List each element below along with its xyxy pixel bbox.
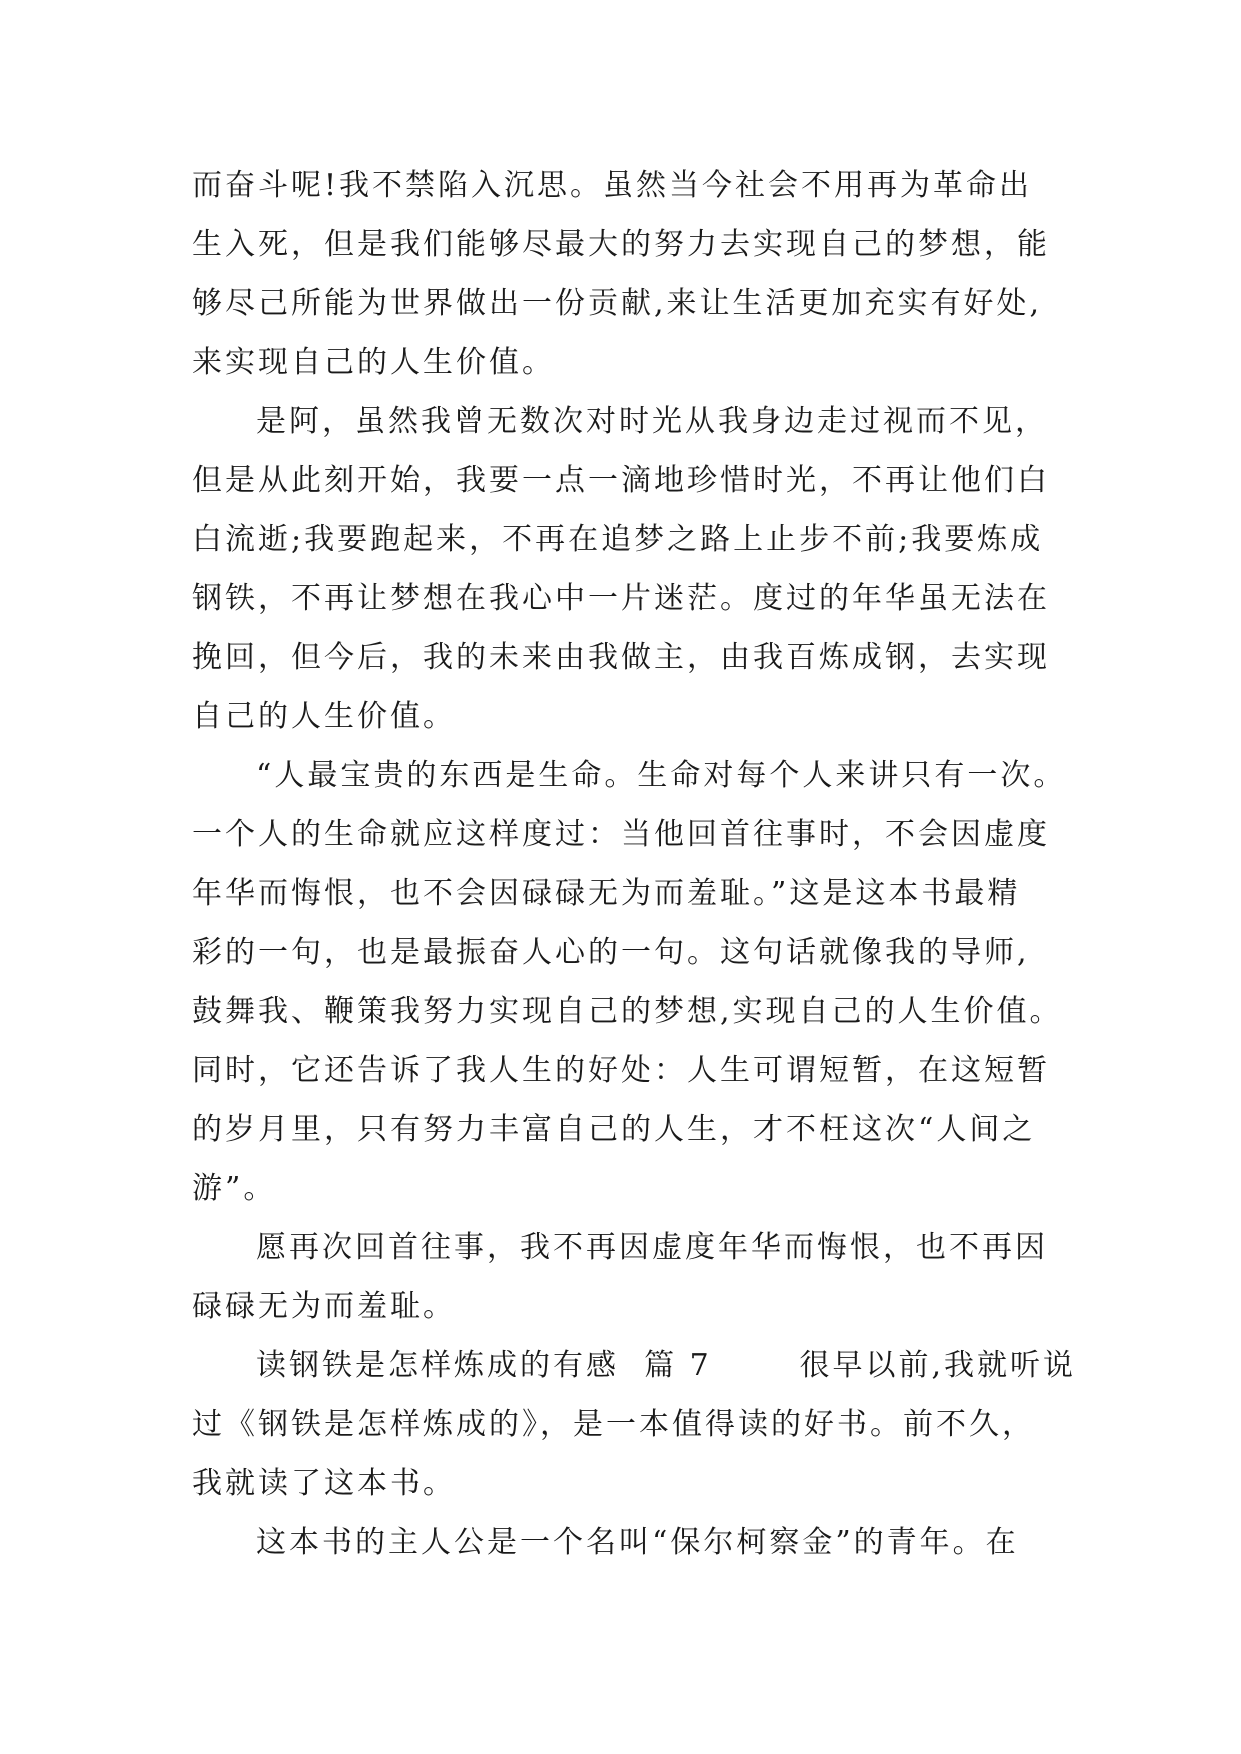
text-line: 生入死，但是我们能够尽最大的努力去实现自己的梦想，能 (192, 227, 1050, 262)
paragraph-first-line: “人最宝贵的东西是生命。生命对每个人来讲只有一次。 (256, 758, 1067, 793)
text-line: 彩的一句，也是最振奋人心的一句。这句话就像我的导师, (192, 935, 1030, 970)
text-line: 的岁月里，只有努力丰富自己的人生，才不枉这次“人间之 (192, 1112, 1036, 1147)
text-line: 够尽己所能为世界做出一份贡献,来让生活更加充实有好处, (192, 286, 1043, 321)
text-line: 挽回，但今后，我的未来由我做主，由我百炼成钢，去实现 (192, 640, 1050, 675)
text-line: 同时，它还告诉了我人生的好处：人生可谓短暂，在这短暂 (192, 1053, 1050, 1088)
text-line: 我就读了这本书。 (192, 1466, 456, 1501)
paragraph-first-line: 是阿，虽然我曾无数次对时光从我身边走过视而不见， (256, 404, 1048, 439)
text-line: 游”。 (192, 1171, 277, 1206)
text-line: 一个人的生命就应这样度过：当他回首往事时，不会因虚度 (192, 817, 1050, 852)
text-line: 但是从此刻开始，我要一点一滴地珍惜时光，不再让他们白 (192, 463, 1050, 498)
paragraph-first-line: 愿再次回首往事，我不再因虚度年华而悔恨，也不再因 (256, 1230, 1048, 1265)
section-heading-line: 读钢铁是怎样炼成的有感 篇 7 很早以前,我就听说 (256, 1348, 1076, 1383)
text-line: 来实现自己的人生价值。 (192, 345, 555, 380)
text-line: 碌碌无为而羞耻。 (192, 1289, 456, 1324)
text-line: 年华而悔恨，也不会因碌碌无为而羞耻。”这是这本书最精 (192, 876, 1021, 911)
text-line: 白流逝;我要跑起来，不再在追梦之路上止步不前;我要炼成 (192, 522, 1044, 557)
text-line: 鼓舞我、鞭策我努力实现自己的梦想,实现自己的人生价值。 (192, 994, 1063, 1029)
text-line: 而奋斗呢!我不禁陷入沉思。虽然当今社会不用再为革命出 (192, 168, 1033, 203)
text-line: 过《钢铁是怎样炼成的》，是一本值得读的好书。前不久， (192, 1407, 1035, 1442)
text-line: 自己的人生价值。 (192, 699, 456, 734)
paragraph-first-line: 这本书的主人公是一个名叫“保尔柯察金”的青年。在 (256, 1525, 1019, 1560)
text-line: 钢铁，不再让梦想在我心中一片迷茫。度过的年华虽无法在 (192, 581, 1050, 616)
